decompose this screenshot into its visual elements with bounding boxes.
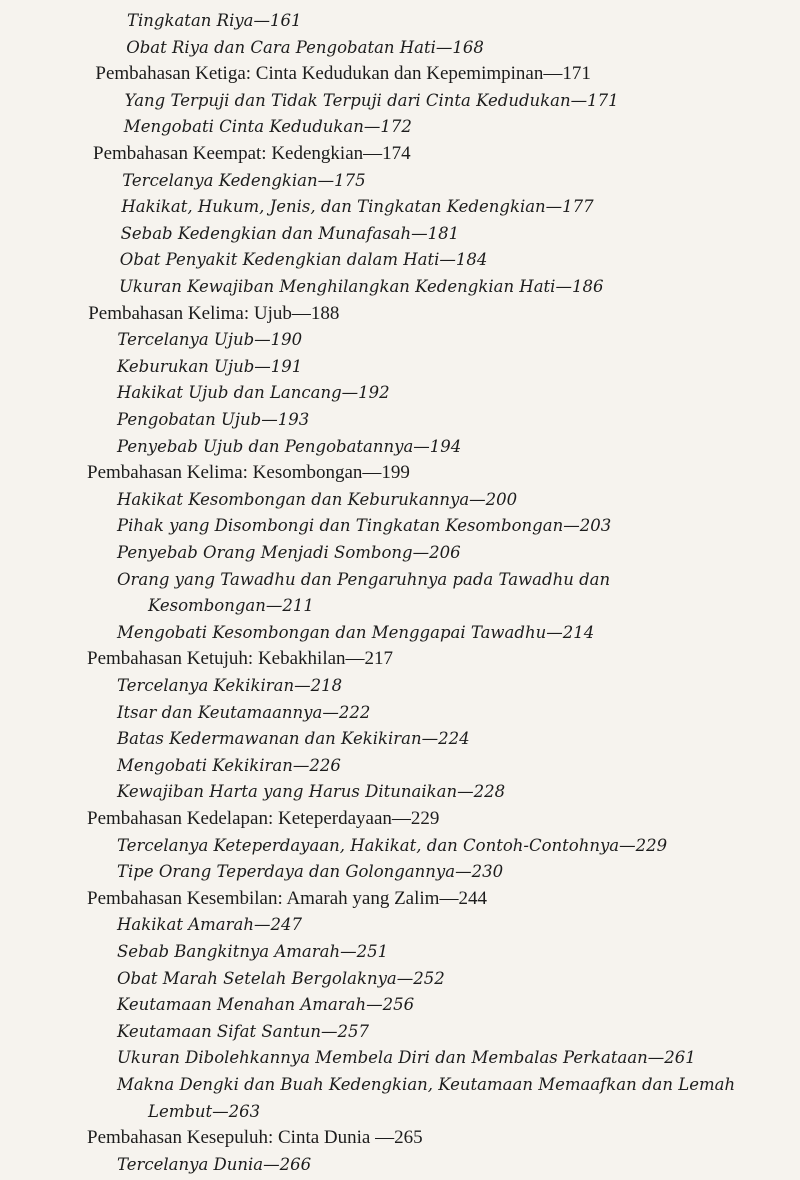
toc-subentry: Kewajiban Harta yang Harus Ditunaikan—228 [117,782,506,802]
toc-subentry: Itsar dan Keutamaannya—222 [117,702,371,722]
toc-subentry: Sebab Kedengkian dan Munafasah—181 [120,223,460,243]
toc-subentry: Ukuran Dibolehkannya Membela Diri dan Membalas Perkataan—261 [117,1048,696,1068]
toc-subentry: Yang Terpuji dan Tidak Terpuji dari Cinta Kedudukan—171 [124,90,619,110]
toc-subentry: Pengobatan Ujub—193 [117,410,310,429]
toc-subentry: Tercelanya Keteperdayaan, Hakikat, dan Contoh-Contohnya—229 [117,835,668,855]
toc-subentry: Hakikat Kesombongan dan Keburukannya—200 [117,489,518,509]
toc-subentry: Ukuran Kewajiban Menghilangkan Kedengkian Hati—186 [119,277,604,296]
toc-chapter-entry: Pembahasan Keempat: Kedengkian—174 [93,143,411,164]
toc-subentry: Tercelanya Kedengkian—175 [122,170,366,190]
toc-subentry: Keburukan Ujub—191 [117,356,303,376]
toc-subentry: Hakikat Amarah—247 [117,915,302,935]
toc-subentry: Mengobati Cinta Kedudukan—172 [123,117,412,137]
toc-subentry: Tercelanya Ujub—190 [117,330,303,350]
toc-subentry: Penyebab Ujub dan Pengobatannya—194 [117,436,462,456]
toc-subentry: Obat Penyakit Kedengkian dalam Hati—184 [119,250,488,270]
toc-subentry: Mengobati Kesombongan dan Menggapai Tawadhu—214 [117,622,595,642]
toc-subentry: Sebab Bangkitnya Amarah—251 [117,942,389,961]
toc-chapter-entry: Pembahasan Kelima: Ujub—188 [88,302,340,324]
toc-subentry: Keutamaan Sifat Santun—257 [117,1021,369,1041]
toc-subentry: Obat Marah Setelah Bergolaknya—252 [117,968,445,988]
toc-chapter-entry: Pembahasan Kedelapan: Keteperdayaan—229 [87,808,440,829]
toc-chapter-entry: Pembahasan Ketujuh: Kebakhilan—217 [87,648,394,670]
toc-chapter-entry: Pembahasan Kelima: Kesombongan—199 [87,462,410,484]
toc-subentry: Tercelanya Dunia—266 [117,1154,312,1174]
toc-subentry: Batas Kedermawanan dan Kekikiran—224 [117,729,470,749]
toc-subentry: Pihak yang Disombongi dan Tingkatan Kesombongan—203 [117,516,612,536]
toc-subentry: Obat Riya dan Cara Pengobatan Hati—168 [126,37,484,57]
toc-chapter-entry: Pembahasan Kesepuluh: Cinta Dunia —265 [87,1127,423,1149]
toc-subentry: Kesombongan—211 [148,596,314,616]
toc-subentry: Penyebab Orang Menjadi Sombong—206 [117,543,461,562]
toc-subentry: Keutamaan Menahan Amarah—256 [117,995,415,1015]
toc-subentry: Lembut—263 [148,1101,261,1121]
toc-subentry: Makna Dengki dan Buah Kedengkian, Keutamaan Memaafkan dan Lemah [117,1075,736,1094]
toc-subentry: Tingkatan Riya—161 [127,11,302,30]
toc-chapter-entry: Pembahasan Ketiga: Cinta Kedudukan dan Kepemimpinan—171 [95,63,591,85]
toc-subentry: Tipe Orang Teperdaya dan Golongannya—230 [117,862,504,882]
toc-subentry: Orang yang Tawadhu dan Pengaruhnya pada Tawadhu dan [117,569,611,589]
toc-subentry: Hakikat, Hukum, Jenis, dan Tingkatan Kedengkian—177 [121,197,594,217]
toc-chapter-entry: Pembahasan Kesembilan: Amarah yang Zalim—244 [87,887,487,909]
toc-subentry: Tercelanya Kekikiran—218 [117,676,343,695]
toc-subentry: Hakikat Ujub dan Lancang—192 [117,383,390,403]
toc-subentry: Mengobati Kekikiran—226 [117,755,341,775]
